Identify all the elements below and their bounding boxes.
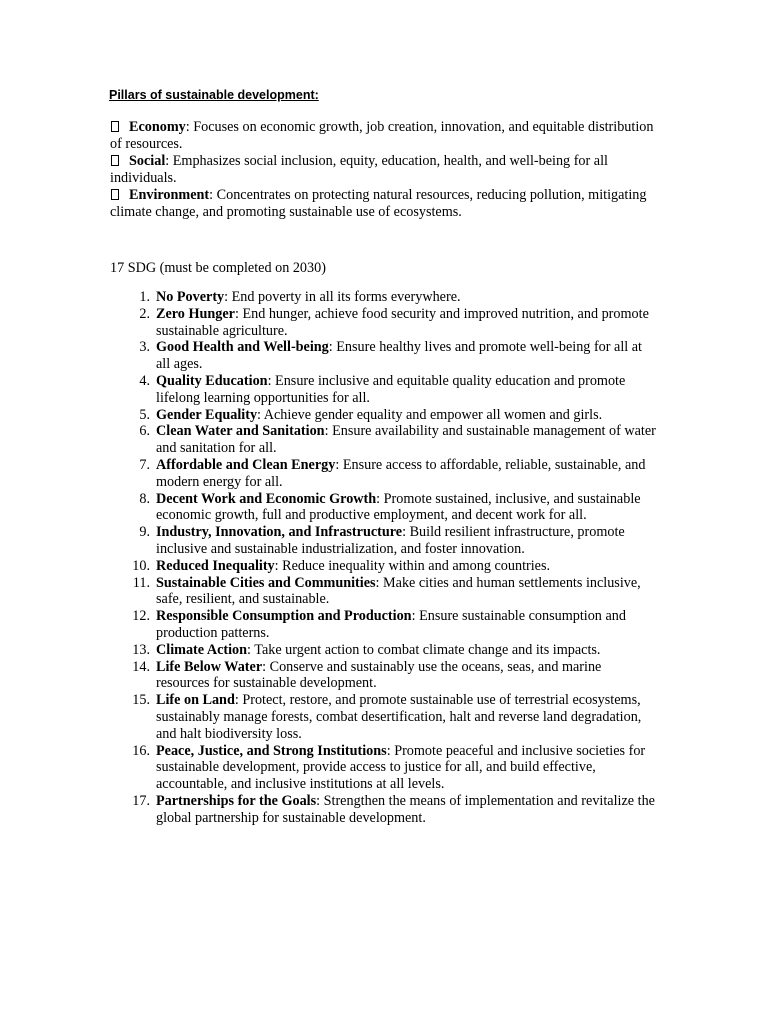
sdg-item-7 xyxy=(128,457,658,491)
sdg-item-12 xyxy=(128,608,658,642)
sdg-description: : Ensure sustainable consumption and production patterns. xyxy=(156,608,626,641)
sdg-description: : Ensure availability and sustainable management of water and sanitation for all. xyxy=(156,423,656,457)
sdg-description: : Conserve and sustainably use the oceans, seas, and marine resources for sustainable development. xyxy=(156,658,602,692)
sdg-number: 5. xyxy=(139,406,150,423)
sdg-description: : Reduce inequality within and among countries. xyxy=(274,557,551,574)
checkbox-icon xyxy=(111,121,119,132)
page-title: Pillars of sustainable development: xyxy=(109,88,319,102)
sdg-number: 10. xyxy=(132,557,150,574)
sdg-description: : Build resilient infrastructure, promote inclusive and sustainable industrialization, and foster innovation. xyxy=(156,524,625,557)
sdg-number: 14. xyxy=(132,658,150,675)
sdg-name: Gender Equality xyxy=(156,406,258,423)
sdg-name: Life on Land xyxy=(156,692,235,709)
pillar-name: Economy xyxy=(129,119,186,135)
pillar-name: Social xyxy=(129,153,166,169)
sdg-name: Life Below Water xyxy=(156,658,263,675)
sdg-number: 11. xyxy=(132,574,150,591)
sdg-description: : Promote peaceful and inclusive societies for sustainable development, provide access to justice for all, and build effective, accountable, and inclusive institutions at all levels. xyxy=(156,742,646,793)
sdg-number: 1. xyxy=(139,289,150,305)
sdg-item-10 xyxy=(128,558,658,575)
sdg-number: 2. xyxy=(139,305,150,322)
pillar-name: Environment xyxy=(129,187,210,203)
sdg-name: Industry, Innovation, and Infrastructure xyxy=(156,524,403,541)
pillar-item-economy xyxy=(110,119,662,153)
sdg-section-title: 17 SDG (must be completed on 2030) xyxy=(110,260,326,276)
sdg-item-16 xyxy=(128,743,658,793)
sdg-name: Sustainable Cities and Communities xyxy=(156,574,376,591)
sdg-description: : Strengthen the means of implementation and revitalize the global partnership for sustainable development. xyxy=(156,792,655,826)
pillar-item-environment xyxy=(110,187,662,221)
sdg-item-17 xyxy=(128,793,658,827)
sdg-number: 6. xyxy=(139,423,150,440)
sdg-description: : End hunger, achieve food security and improved nutrition, and promote sustainable agriculture. xyxy=(156,305,649,339)
pillar-item-social xyxy=(110,153,662,187)
sdg-item-6 xyxy=(128,423,658,457)
sdg-number: 16. xyxy=(132,742,150,759)
sdg-description: : Promote sustained, inclusive, and sustainable economic growth, full and productive employment, and decent work for all. xyxy=(156,490,641,524)
sdg-item-8 xyxy=(128,491,658,525)
sdg-description: : Ensure healthy lives and promote well-being for all at all ages. xyxy=(156,339,642,373)
sdg-number: 13. xyxy=(132,641,150,658)
sdg-item-4 xyxy=(128,373,658,407)
pillar-description: : Focuses on economic growth, job creation, innovation, and equitable distribution of resources. xyxy=(110,119,654,152)
sdg-item-9 xyxy=(128,524,658,558)
sdg-item-1 xyxy=(128,289,658,306)
checkbox-icon xyxy=(111,155,119,166)
sdg-name: No Poverty xyxy=(156,289,225,305)
sdg-number: 8. xyxy=(139,490,150,507)
sdg-name: Good Health and Well-being xyxy=(156,339,329,356)
sdg-number: 15. xyxy=(132,692,150,709)
sdg-name: Affordable and Clean Energy xyxy=(156,456,336,473)
sdg-number: 3. xyxy=(139,339,150,356)
sdg-number: 7. xyxy=(139,456,150,473)
sdg-list xyxy=(128,289,658,827)
sdg-name: Quality Education xyxy=(156,372,268,389)
sdg-description: : Make cities and human settlements inclusive, safe, resilient, and sustainable. xyxy=(156,574,641,608)
sdg-number: 12. xyxy=(132,608,150,625)
sdg-item-14 xyxy=(128,659,658,693)
sdg-name: Peace, Justice, and Strong Institutions xyxy=(156,742,387,759)
sdg-item-2 xyxy=(128,306,658,340)
sdg-name: Responsible Consumption and Production xyxy=(156,608,412,625)
sdg-number: 4. xyxy=(139,372,150,389)
sdg-name: Reduced Inequality xyxy=(156,557,275,574)
sdg-number: 17. xyxy=(132,792,150,809)
sdg-name: Decent Work and Economic Growth xyxy=(156,490,377,507)
sdg-description: : Protect, restore, and promote sustainable use of terrestrial ecosystems, sustainably manage forests, combat desertification, halt and reverse land degradation, and halt biodiversity loss. xyxy=(156,692,642,742)
sdg-item-11 xyxy=(128,575,658,609)
sdg-number: 9. xyxy=(139,524,150,541)
pillar-description: : Concentrates on protecting natural resources, reducing pollution, mitigating climate change, and promoting sustainable use of ecosystems. xyxy=(110,187,647,220)
sdg-name: Partnerships for the Goals xyxy=(156,792,317,809)
sdg-description: : Ensure inclusive and equitable quality education and promote lifelong learning opportunities for all. xyxy=(156,372,626,406)
pillars-list xyxy=(110,119,662,221)
checkbox-icon xyxy=(111,189,119,200)
sdg-description: : Ensure access to affordable, reliable, sustainable, and modern energy for all. xyxy=(156,456,646,490)
sdg-name: Climate Action xyxy=(156,641,248,658)
sdg-name: Zero Hunger xyxy=(156,305,235,322)
sdg-item-5 xyxy=(128,407,658,424)
sdg-description: : End poverty in all its forms everywhere. xyxy=(224,289,461,305)
sdg-item-13 xyxy=(128,642,658,659)
sdg-item-15 xyxy=(128,692,658,742)
pillar-description: : Emphasizes social inclusion, equity, education, health, and well-being for all individuals. xyxy=(110,153,608,186)
sdg-description: : Take urgent action to combat climate change and its impacts. xyxy=(247,641,601,658)
sdg-name: Clean Water and Sanitation xyxy=(156,423,325,440)
sdg-description: : Achieve gender equality and empower all women and girls. xyxy=(257,406,603,423)
sdg-item-3 xyxy=(128,339,658,373)
